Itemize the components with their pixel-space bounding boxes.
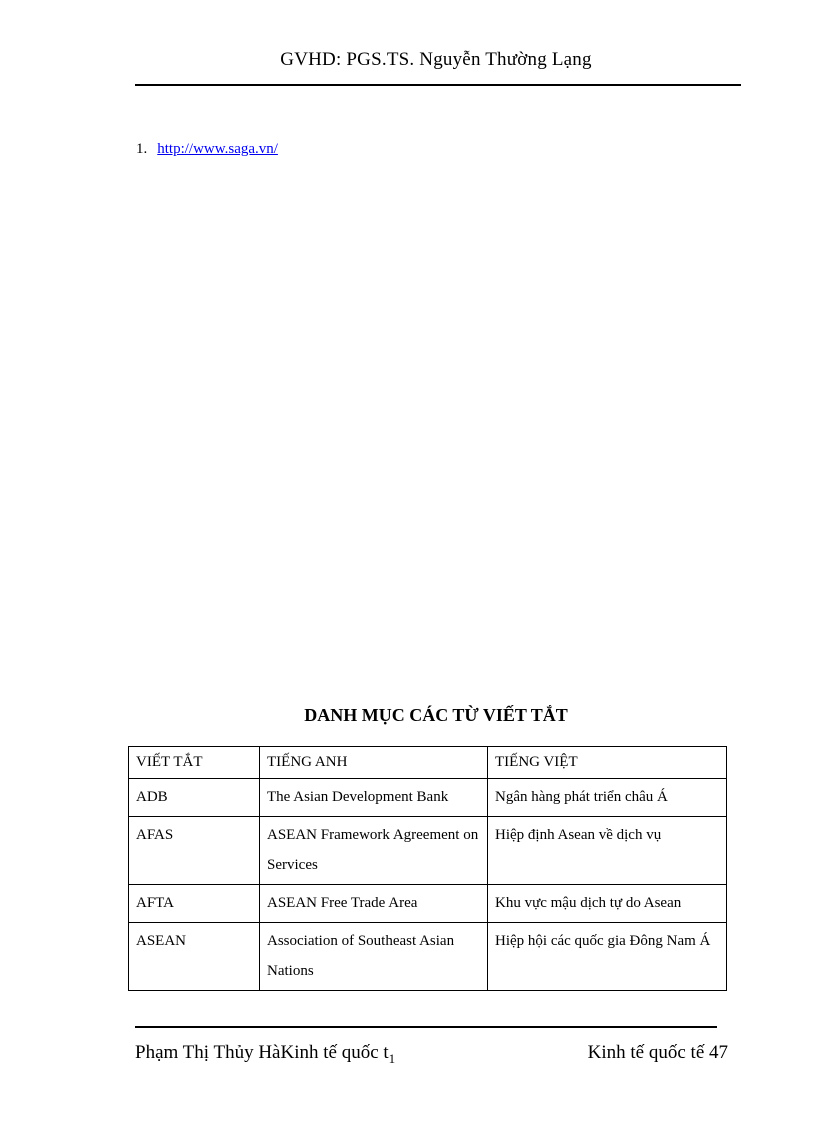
abbreviation-table (128, 746, 727, 991)
reference-item (136, 141, 278, 158)
footer-page-label: Kinh tế quốc tế 47 (587, 1042, 728, 1063)
table-cell-english: ASEAN Framework Agreement on Services (260, 817, 488, 885)
footer-author-text: Phạm Thị Thủy HàKinh tế quốc t (135, 1042, 389, 1063)
reference-number: 1. (136, 141, 148, 157)
footer-author (135, 1042, 395, 1067)
footer-divider (135, 1026, 717, 1028)
header-divider (135, 84, 741, 86)
table-row (129, 779, 727, 817)
table-cell-vietnamese: Ngân hàng phát triển châu Á (488, 779, 727, 817)
table-cell-abbreviation: ADB (129, 779, 260, 817)
section-title: DANH MỤC CÁC TỪ VIẾT TẮT (304, 705, 568, 725)
reference-link[interactable]: http://www.saga.vn/ (157, 141, 278, 157)
column-header-vietnamese: TIẾNG VIỆT (488, 747, 727, 779)
table-cell-vietnamese: Khu vực mậu dịch tự do Asean (488, 885, 727, 923)
table-row (129, 885, 727, 923)
table-cell-english: ASEAN Free Trade Area (260, 885, 488, 923)
table-cell-vietnamese: Hiệp hội các quốc gia Đông Nam Á (488, 923, 727, 991)
page-header-title: GVHD: PGS.TS. Nguyễn Thường Lạng (280, 49, 592, 70)
table-cell-abbreviation: AFTA (129, 885, 260, 923)
column-header-abbreviation: VIẾT TẮT (129, 747, 260, 779)
table-cell-abbreviation: ASEAN (129, 923, 260, 991)
column-header-english: TIẾNG ANH (260, 747, 488, 779)
table-cell-abbreviation: AFAS (129, 817, 260, 885)
table-row (129, 923, 727, 991)
footer-author-subscript: 1 (388, 1050, 396, 1066)
table-row (129, 817, 727, 885)
table-cell-vietnamese: Hiệp định Asean về dịch vụ (488, 817, 727, 885)
table-cell-english: The Asian Development Bank (260, 779, 488, 817)
table-header-row (129, 747, 727, 779)
table-cell-english: Association of Southeast Asian Nations (260, 923, 488, 991)
